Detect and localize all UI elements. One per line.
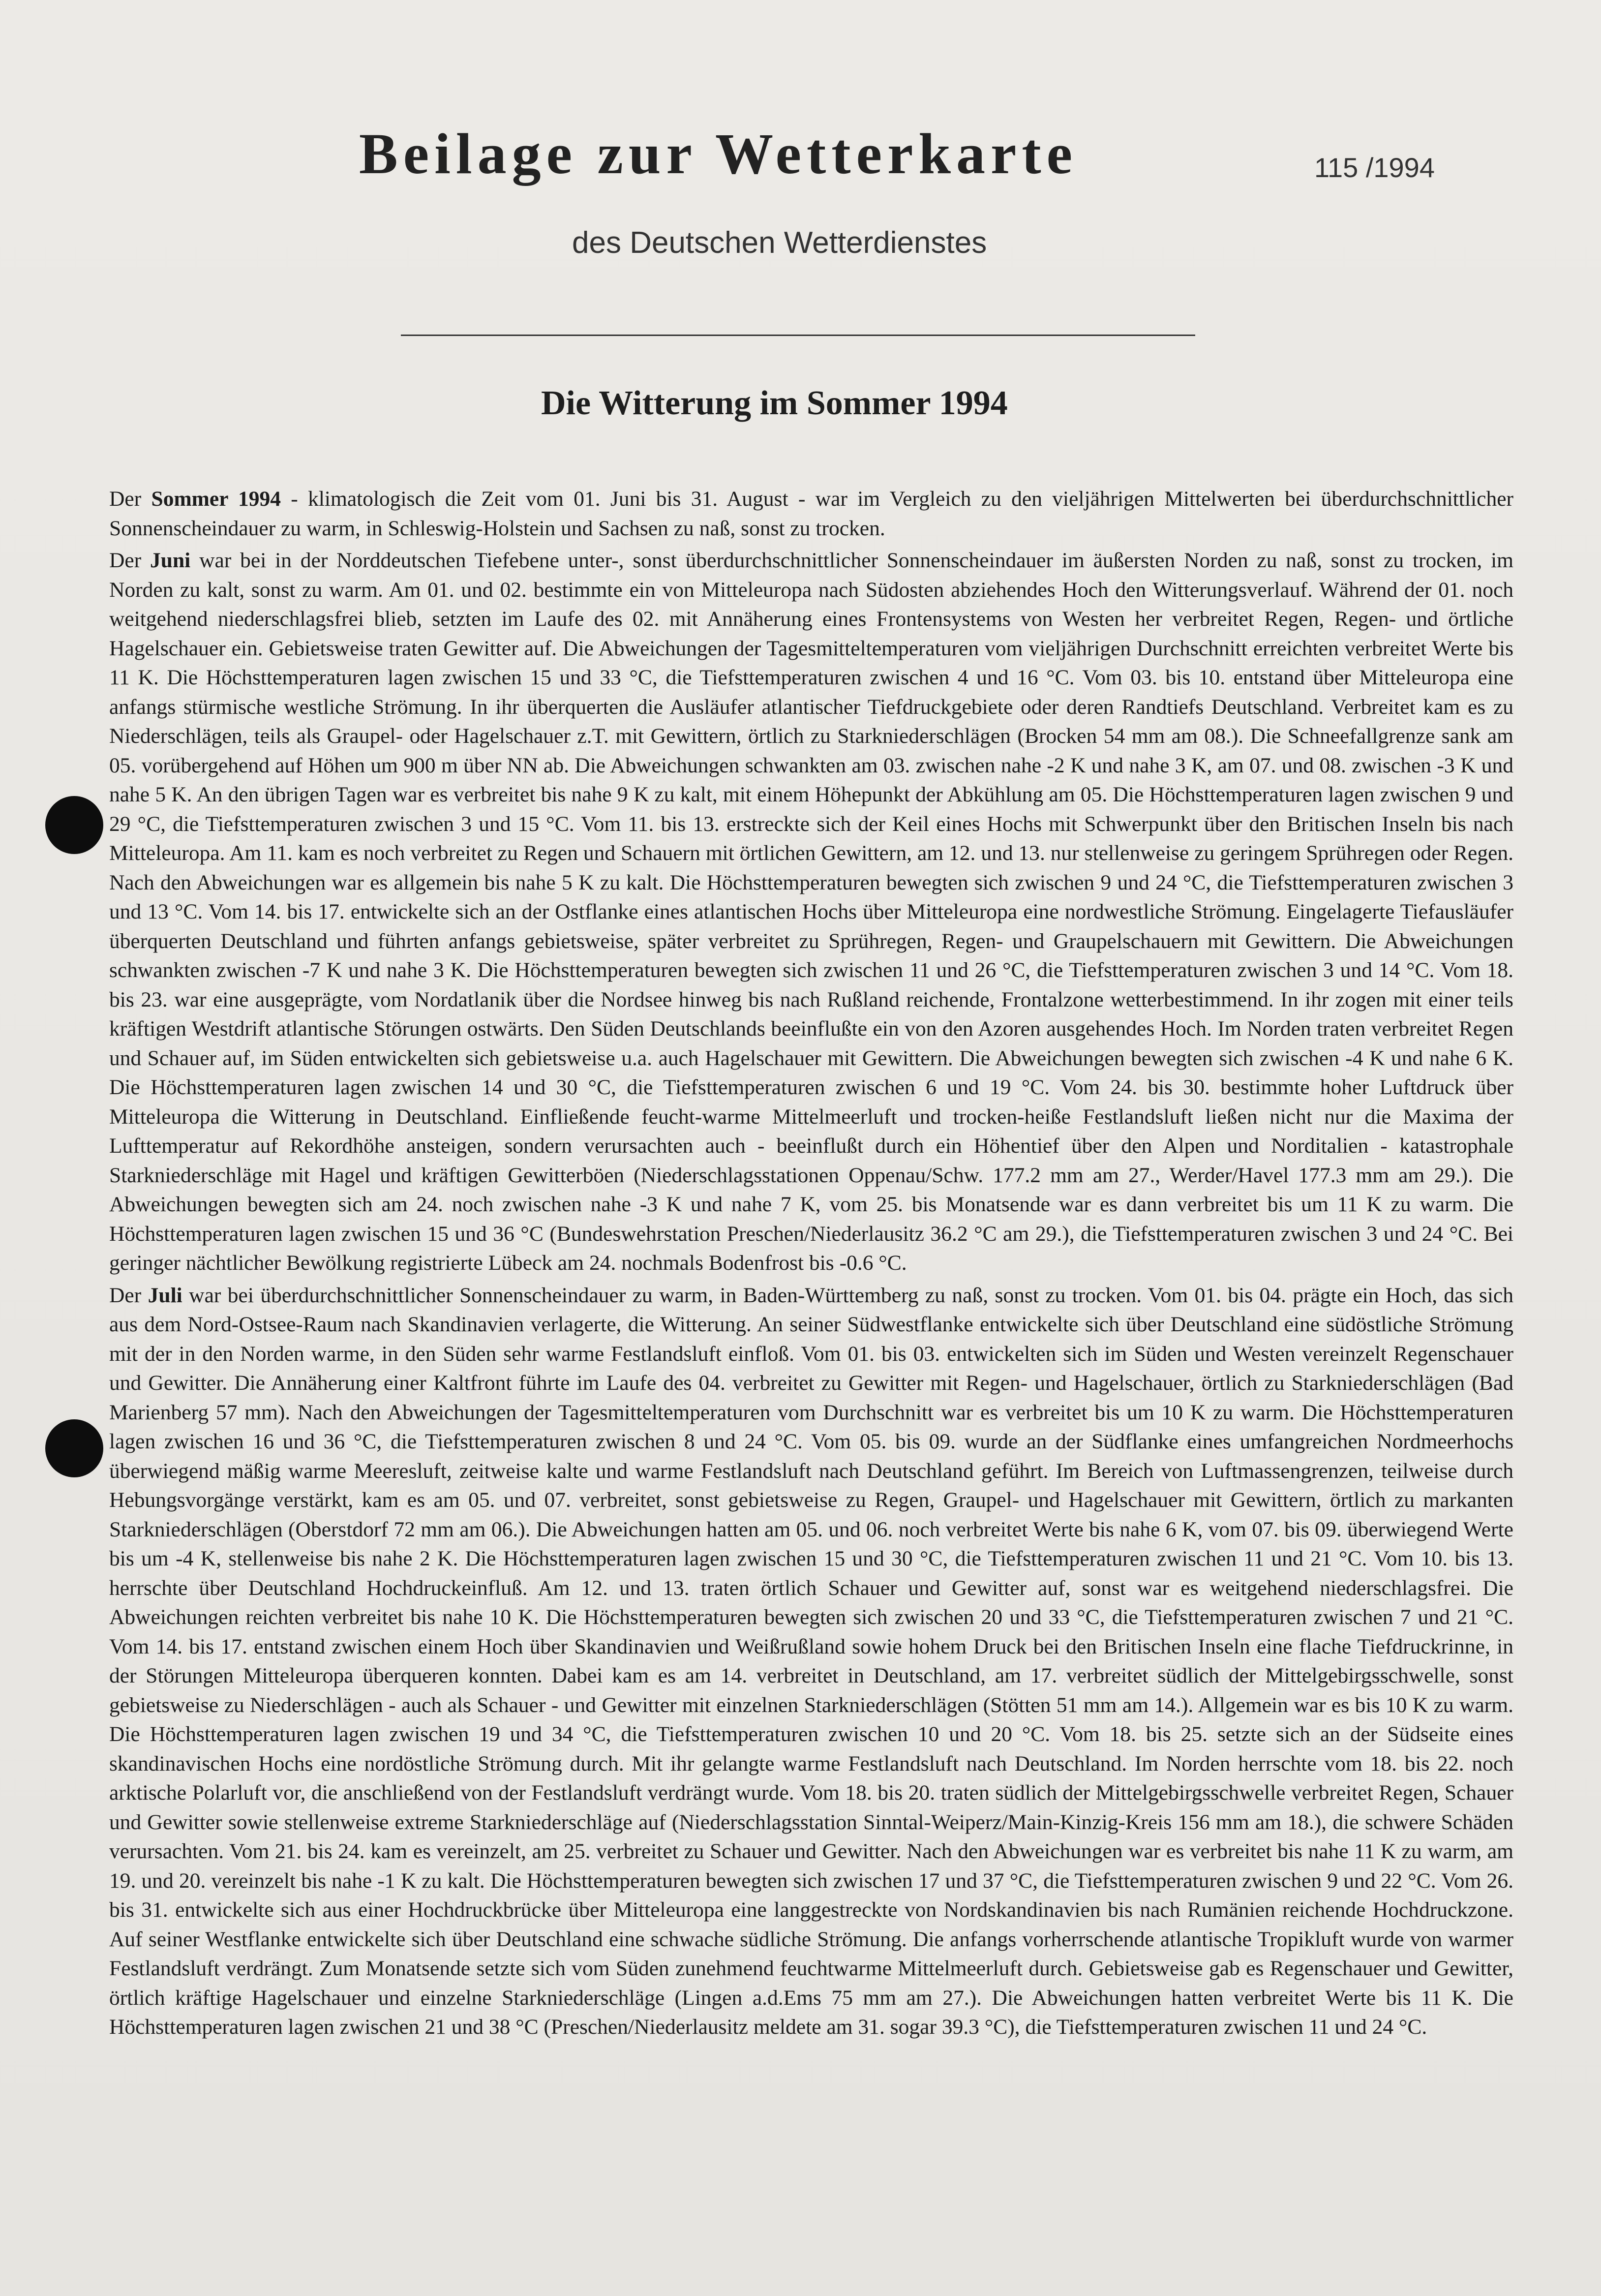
article-body — [109, 485, 1513, 2045]
paragraph-summer-summary — [109, 485, 1513, 543]
article-headline: Die Witterung im Sommer 1994 — [541, 384, 1008, 422]
punch-hole — [45, 1419, 103, 1477]
title-divider — [401, 335, 1195, 336]
masthead-subtitle: des Deutschen Wetterdienstes — [572, 226, 987, 260]
term-sommer: Sommer 1994 — [151, 487, 281, 511]
paragraph-lead: Der — [109, 487, 151, 511]
paragraph-text: war bei in der Norddeutschen Tiefebene unter-, sonst überdurchschnittlicher Sonnenscheindauer im äußersten Norden zu naß, sonst zu trocken, im Norden zu kalt, sonst zu warm. Am 01. und 02. bestimmte ein von Mitteleuropa nach Südosten abziehendes Hoch den Witterungsverlauf. Während der 01. noch weitgehend niederschlagsfrei blieb, setzten im Laufe des 02. mit Annäherung eines Frontensystems von Westen her verbreitet Regen, Regen- und örtliche Hagelschauer ein. Gebietsweise traten Gewitter auf. Die Abweichungen der Tagesmitteltemperaturen vom vieljährigen Durchschnitt erreichten verbreitet Werte bis 11 K. Die Höchsttemperaturen lagen zwischen 15 und 33 °C, die Tiefsttemperaturen zwischen 4 und 16 °C. Vom 03. bis 10. entstand über Mitteleuropa eine anfangs stürmische westliche Strömung. In ihr überquerten die Ausläufer atlantischer Tiefdruckgebiete oder deren Randtiefs Deutschland. Verbreitet kam es zu Niederschlägen, teils als Graupel- oder Hagelschauer z.T. mit Gewittern, örtlich zu Starkniederschlägen (Brocken 54 mm am 08.). Die Schneefallgrenze sank am 05. vorübergehend auf Höhen um 900 m über NN ab. Die Abweichungen schwankten am 03. zwischen nahe -2 K und nahe 3 K, am 07. und 08. zwischen -3 K und nahe 5 K. An den übrigen Tagen war es verbreitet bis nahe 9 K zu kalt, mit einem Höhepunkt der Abkühlung am 05. Die Höchsttemperaturen lagen zwischen 9 und 29 °C, die Tiefsttemperaturen zwischen 3 und 15 °C. Vom 11. bis 13. erstreckte sich der Keil eines Hochs mit Schwerpunkt über den Britischen Inseln bis nach Mitteleuropa. Am 11. kam es noch verbreitet zu Regen und Schauern mit örtlichen Gewittern, am 12. und 13. nur stellenweise zu geringem Sprühregen oder Regen. Nach den Abweichungen war es allgemein bis nahe 5 K zu kalt. Die Höchsttemperaturen bewegten sich zwischen 9 und 24 °C, die Tiefsttemperaturen zwischen 3 und 13 °C. Vom 14. bis 17. entwickelte sich an der Ostflanke eines atlantischen Hochs über Mitteleuropa eine nordwestliche Strömung. Eingelagerte Tiefausläufer überquerten Deutschland und führten anfangs gebietsweise, später verbreitet zu Sprühregen, Regen- und Graupelschauern mit Gewittern. Die Abweichungen schwankten zwischen -7 K und nahe 3 K. Die Höchsttemperaturen bewegten sich zwischen 11 und 26 °C, die Tiefsttemperaturen zwischen 3 und 14 °C. Vom 18. bis 23. war eine ausgeprägte, vom Nordatlanik über die Nordsee hinweg bis nach Rußland reichende, Frontalzone wetterbestimmend. In ihr zogen mit einer teils kräftigen Westdrift atlantische Störungen ostwärts. Den Süden Deutschlands beeinflußte ein von den Azoren ausgehendes Hoch. Im Norden traten verbreitet Regen und Schauer auf, im Süden entwickelten sich gebietsweise u.a. auch Hagelschauer mit Gewittern. Die Abweichungen bewegten sich zwischen -4 K und nahe 6 K. Die Höchsttemperaturen lagen zwischen 14 und 30 °C, die Tiefsttemperaturen zwischen 6 und 19 °C. Vom 24. bis 30. bestimmte hoher Luftdruck über Mitteleuropa die Witterung in Deutschland. Einfließende feucht-warme Mittelmeerluft und trocken-heiße Festlandsluft ließen nicht nur die Maxima der Lufttemperatur auf Rekordhöhe ansteigen, sondern verursachten auch - beeinflußt durch ein Höhentief über den Alpen und Norditalien - katastrophale Starkniederschläge mit Hagel und kräftigen Gewitterböen (Niederschlagsstationen Oppenau/Schw. 177.2 mm am 27., Werder/Havel 177.3 mm am 29.). Die Abweichungen bewegten sich am 24. noch zwischen nahe -3 K und nahe 7 K, vom 25. bis Monatsende war es dann verbreitet bis um 11 K zu warm. Die Höchsttemperaturen lagen zwischen 15 und 36 °C (Bundeswehrstation Preschen/Niederlausitz 36.2 °C am 29.), die Tiefsttemperaturen zwischen 3 und 24 °C. Bei geringer nächtlicher Bewölkung registrierte Lübeck am 24. nochmals Bodenfrost bis -0.6 °C. — [109, 549, 1513, 1275]
masthead-title: Beilage zur Wetterkarte — [359, 122, 1078, 186]
term-juli: Juli — [148, 1283, 182, 1307]
paragraph-text: - klimatologisch die Zeit vom 01. Juni bis 31. August - war im Vergleich zu den vieljährigen Mittelwerten bei überdurchschnittlicher Sonnenscheindauer zu warm, in Schleswig-Holstein und Sachsen zu naß, sonst zu trocken. — [109, 487, 1513, 540]
paragraph-text: war bei überdurchschnittlicher Sonnenscheindauer zu warm, in Baden-Württemberg zu naß, sonst zu trocken. Vom 01. bis 04. prägte ein Hoch, das sich aus dem Nord-Ostsee-Raum nach Skandinavien verlagerte, die Witterung. An seiner Südwestflanke entwickelte sich über Deutschland eine südöstliche Strömung mit der in den Norden warme, in den Süden sehr warme Festlandsluft einfloß. Vom 01. bis 03. entwickelten sich im Süden und Westen vereinzelt Regenschauer und Gewitter. Die Annäherung einer Kaltfront führte im Laufe des 04. verbreitet zu Gewitter mit Regen- und Hagelschauer, örtlich zu Starkniederschlägen (Bad Marienberg 57 mm). Nach den Abweichungen der Tagesmitteltemperaturen vom Durchschnitt war es verbreitet bis um 10 K zu warm. Die Höchsttemperaturen lagen zwischen 16 und 36 °C, die Tiefsttemperaturen zwischen 8 und 24 °C. Vom 05. bis 09. wurde an der Südflanke eines umfangreichen Nordmeerhochs überwiegend mäßig warme Meeresluft, zeitweise kalte und warme Festlandsluft nach Deutschland geführt. Im Bereich von Luftmassengrenzen, teilweise durch Hebungsvorgänge verstärkt, kam es am 05. und 07. verbreitet, sonst gebietsweise zu Regen, Graupel- und Hagelschauer mit Gewittern, örtlich zu markanten Starkniederschlägen (Oberstdorf 72 mm am 06.). Die Abweichungen hatten am 05. und 06. noch verbreitet Werte bis nahe 6 K, vom 07. bis 09. überwiegend Werte bis um -4 K, stellenweise bis nahe 2 K. Die Höchsttemperaturen lagen zwischen 15 und 30 °C, die Tiefsttemperaturen zwischen 11 und 21 °C. Vom 10. bis 13. herrschte über Deutschland Hochdruckeinfluß. Am 12. und 13. traten örtlich Schauer und Gewitter auf, sonst war es weitgehend niederschlagsfrei. Die Abweichungen reichten verbreitet bis nahe 10 K. Die Höchsttemperaturen bewegten sich zwischen 20 und 33 °C, die Tiefsttemperaturen zwischen 7 und 21 °C. Vom 14. bis 17. entstand zwischen einem Hoch über Skandinavien und Weißrußland sowie hohem Druck bei den Britischen Inseln eine flache Tiefdruckrinne, in der Störungen Mitteleuropa überqueren konnten. Dabei kam es am 14. verbreitet in Deutschland, am 17. verbreitet südlich der Mittelgebirgsschwelle, sonst gebietsweise zu Niederschlägen - auch als Schauer - und Gewitter mit einzelnen Starkniederschlägen (Stötten 51 mm am 14.). Allgemein war es bis 10 K zu warm. Die Höchsttemperaturen lagen zwischen 19 und 34 °C, die Tiefsttemperaturen zwischen 10 und 20 °C. Vom 18. bis 25. setzte sich an der Südseite eines skandinavischen Hochs eine nordöstliche Strömung durch. Mit ihr gelangte warme Festlandsluft nach Deutschland. Im Norden herrschte vom 18. bis 22. noch arktische Polarluft vor, die anschließend von der Festlandsluft verdrängt wurde. Vom 18. bis 20. traten südlich der Mittelgebirgsschwelle verbreitet Regen, Schauer und Gewitter sowie stellenweise extreme Starkniederschläge auf (Niederschlagsstation Sinntal-Weiperz/Main-Kinzig-Kreis 156 mm am 18.), die schwere Schäden verursachten. Vom 21. bis 24. kam es vereinzelt, am 25. verbreitet zu Schauer und Gewitter. Nach den Abweichungen war es verbreitet bis nahe 11 K zu warm, am 19. und 20. vereinzelt bis nahe -1 K zu kalt. Die Höchsttemperaturen bewegten sich zwischen 17 und 37 °C, die Tiefsttemperaturen zwischen 9 und 22 °C. Vom 26. bis 31. entwickelte sich aus einer Hochdruckbrücke über Mitteleuropa eine langgestreckte von Nordskandinavien bis nach Rumänien reichende Hochdruckzone. Auf seiner Westflanke entwickelte sich über Deutschland eine schwache südliche Strömung. Die anfangs vorherrschende atlantische Tropikluft wurde von warmer Festlandsluft verdrängt. Zum Monatsende setzte sich vom Süden zunehmend feuchtwarme Mittelmeerluft durch. Gebietsweise gab es Regenschauer und Gewitter, örtlich kräftige Hagelschauer und einzelne Starkniederschläge (Lingen a.d.Ems 75 mm am 27.). Die Abweichungen hatten verbreitet Werte bis 11 K. Die Höchsttemperaturen lagen zwischen 21 und 38 °C (Preschen/Niederlausitz meldete am 31. sogar 39.3 °C), die Tiefsttemperaturen zwischen 11 und 24 °C. — [109, 1283, 1513, 2039]
paragraph-lead: Der — [109, 549, 151, 572]
punch-hole — [45, 796, 103, 854]
paragraph-july — [109, 1281, 1513, 2042]
issue-number: 115 /1994 — [1314, 152, 1435, 183]
term-juni: Juni — [150, 549, 191, 572]
paragraph-lead: Der — [109, 1283, 148, 1307]
paragraph-june — [109, 546, 1513, 1278]
